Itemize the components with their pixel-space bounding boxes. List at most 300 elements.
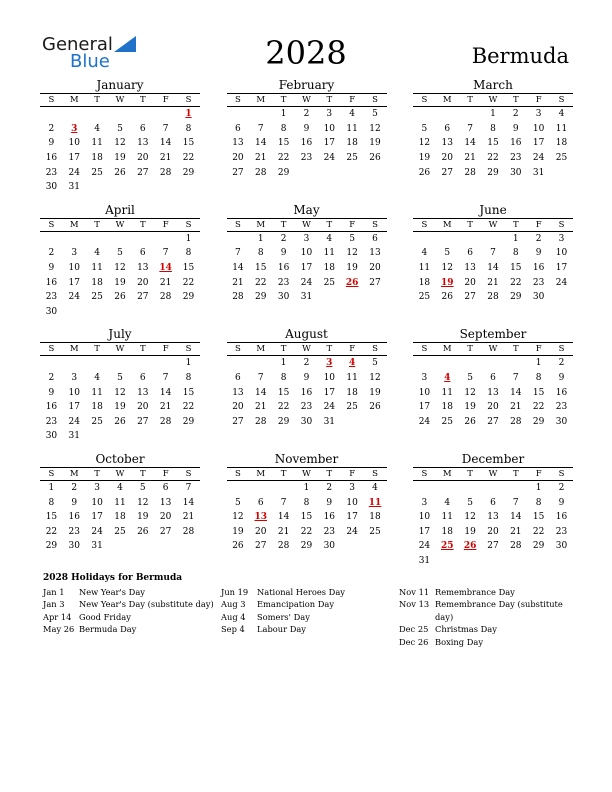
day-number: 8 bbox=[512, 248, 519, 259]
day-number: 16 bbox=[510, 138, 522, 149]
day-cell bbox=[504, 290, 527, 305]
day-number: 4 bbox=[117, 482, 123, 493]
month-january bbox=[40, 78, 200, 195]
day-number: 8 bbox=[490, 123, 496, 134]
week-row bbox=[40, 261, 200, 276]
day-cell bbox=[482, 261, 505, 276]
day-number: 28 bbox=[510, 416, 522, 427]
day-cell bbox=[436, 122, 459, 137]
holiday-day-cell bbox=[177, 107, 200, 122]
empty-cell bbox=[249, 356, 272, 371]
day-cell bbox=[63, 151, 86, 166]
day-number: 8 bbox=[257, 248, 264, 259]
day-cell bbox=[40, 480, 63, 495]
weekday-header: S bbox=[550, 218, 573, 231]
day-cell bbox=[527, 510, 550, 525]
month-march bbox=[413, 78, 573, 195]
day-number: 27 bbox=[487, 416, 499, 427]
day-cell bbox=[109, 122, 132, 137]
week-row bbox=[40, 356, 200, 371]
day-cell bbox=[504, 415, 527, 430]
day-number: 16 bbox=[45, 277, 58, 288]
day-number: 13 bbox=[441, 138, 453, 149]
weekday-header: S bbox=[413, 343, 436, 356]
day-cell bbox=[227, 261, 250, 276]
weekday-header: S bbox=[364, 343, 387, 356]
day-cell bbox=[413, 122, 436, 137]
day-cell bbox=[550, 400, 573, 415]
holiday-list-title: 2028 Holidays for Bermuda bbox=[43, 573, 183, 583]
day-cell bbox=[109, 246, 132, 261]
week-row bbox=[413, 165, 573, 180]
weekday-header: T bbox=[504, 218, 527, 231]
holiday-columns bbox=[43, 586, 578, 648]
day-number: 15 bbox=[255, 263, 267, 274]
day-number: 7 bbox=[280, 497, 287, 508]
week-row bbox=[227, 290, 387, 305]
day-cell bbox=[364, 510, 387, 525]
weekday-header: S bbox=[177, 467, 200, 480]
weekday-header: T bbox=[86, 467, 109, 480]
day-number: 21 bbox=[232, 277, 244, 288]
logo-general-text: General bbox=[42, 34, 113, 55]
day-number: 15 bbox=[182, 263, 195, 274]
month-title: February bbox=[278, 78, 335, 92]
day-number: 10 bbox=[346, 497, 358, 508]
day-cell bbox=[131, 246, 154, 261]
day-number: 24 bbox=[300, 277, 313, 288]
day-number: 6 bbox=[235, 373, 241, 384]
day-cell bbox=[318, 107, 341, 122]
day-cell bbox=[459, 151, 482, 166]
day-cell bbox=[109, 165, 132, 180]
month-title: August bbox=[285, 327, 328, 342]
day-number: 18 bbox=[91, 402, 103, 413]
day-cell bbox=[131, 275, 154, 290]
day-cell bbox=[295, 495, 318, 510]
day-cell bbox=[413, 290, 436, 305]
day-number: 9 bbox=[71, 497, 78, 508]
day-cell bbox=[413, 246, 436, 261]
day-cell bbox=[109, 371, 132, 386]
day-cell bbox=[63, 136, 86, 151]
day-number: 27 bbox=[487, 541, 499, 552]
month-table bbox=[413, 467, 573, 569]
day-number: 26 bbox=[114, 292, 126, 303]
day-cell bbox=[341, 385, 364, 400]
day-cell bbox=[527, 275, 550, 290]
day-number: 9 bbox=[512, 123, 519, 134]
day-number: 23 bbox=[510, 153, 522, 164]
week-row bbox=[227, 415, 387, 430]
day-cell bbox=[227, 122, 250, 137]
day-cell bbox=[459, 385, 482, 400]
day-number: 19 bbox=[369, 387, 381, 398]
day-cell bbox=[295, 385, 318, 400]
day-cell bbox=[527, 371, 550, 386]
day-cell bbox=[527, 524, 550, 539]
day-number: 12 bbox=[464, 387, 476, 398]
day-cell bbox=[40, 180, 63, 195]
week-row bbox=[40, 275, 200, 290]
month-title: January bbox=[96, 78, 144, 92]
week-row bbox=[40, 107, 200, 122]
day-cell bbox=[227, 246, 250, 261]
day-number: 14 bbox=[277, 512, 290, 523]
weekday-header: S bbox=[413, 218, 436, 231]
day-number: 17 bbox=[346, 512, 358, 523]
day-cell bbox=[272, 356, 295, 371]
day-cell bbox=[550, 371, 573, 386]
weekday-header: T bbox=[504, 94, 527, 107]
day-number: 21 bbox=[159, 402, 172, 413]
day-cell bbox=[131, 165, 154, 180]
day-number: 14 bbox=[159, 138, 172, 149]
day-cell bbox=[318, 385, 341, 400]
day-number: 8 bbox=[185, 373, 192, 384]
week-row bbox=[413, 356, 573, 371]
day-cell bbox=[318, 371, 341, 386]
day-number: 28 bbox=[464, 167, 476, 178]
day-cell bbox=[341, 246, 364, 261]
day-cell bbox=[131, 290, 154, 305]
day-cell bbox=[40, 261, 63, 276]
day-cell bbox=[527, 415, 550, 430]
day-number: 14 bbox=[182, 497, 195, 508]
day-cell bbox=[482, 275, 505, 290]
week-row bbox=[40, 246, 200, 261]
day-cell bbox=[295, 371, 318, 386]
day-number: 10 bbox=[418, 512, 431, 523]
day-number: 31 bbox=[300, 292, 313, 303]
day-number: 19 bbox=[114, 402, 126, 413]
empty-cell bbox=[63, 356, 86, 371]
weekday-header: T bbox=[459, 343, 482, 356]
weekday-header: T bbox=[272, 467, 295, 480]
weekday-header: T bbox=[504, 343, 527, 356]
day-cell bbox=[272, 136, 295, 151]
calendar-grid bbox=[40, 78, 573, 568]
week-row bbox=[40, 495, 200, 510]
day-number: 22 bbox=[45, 526, 58, 537]
day-cell bbox=[550, 275, 573, 290]
day-number: 15 bbox=[277, 387, 290, 398]
day-number: 13 bbox=[232, 387, 244, 398]
day-cell bbox=[364, 400, 387, 415]
day-cell bbox=[436, 495, 459, 510]
day-number: 30 bbox=[555, 416, 568, 427]
day-cell bbox=[249, 275, 272, 290]
day-cell bbox=[131, 400, 154, 415]
holiday-date: Apr 14 bbox=[43, 611, 72, 622]
week-row bbox=[40, 231, 200, 246]
day-number: 22 bbox=[277, 153, 290, 164]
day-number: 6 bbox=[139, 248, 146, 259]
day-cell bbox=[109, 290, 132, 305]
day-cell bbox=[436, 385, 459, 400]
day-cell bbox=[318, 275, 341, 290]
day-cell bbox=[341, 400, 364, 415]
month-february bbox=[227, 78, 387, 195]
weekday-header: M bbox=[249, 94, 272, 107]
empty-cell bbox=[227, 231, 250, 246]
empty-cell bbox=[504, 480, 527, 495]
month-title: October bbox=[95, 451, 145, 466]
day-cell bbox=[504, 524, 527, 539]
day-number: 10 bbox=[68, 263, 80, 274]
day-number: 2 bbox=[303, 358, 310, 369]
day-number: 19 bbox=[369, 138, 381, 149]
weekday-header: W bbox=[109, 94, 132, 107]
weekday-header: M bbox=[436, 467, 459, 480]
day-number: 10 bbox=[323, 123, 336, 134]
day-cell bbox=[364, 107, 387, 122]
day-number: 23 bbox=[555, 402, 568, 413]
day-cell bbox=[550, 261, 573, 276]
weekday-header: S bbox=[227, 343, 250, 356]
day-cell bbox=[341, 495, 364, 510]
day-number: 12 bbox=[369, 373, 381, 384]
day-cell bbox=[295, 261, 318, 276]
day-number: 26 bbox=[232, 541, 244, 552]
day-cell bbox=[40, 495, 63, 510]
day-number: 31 bbox=[418, 555, 431, 566]
day-number: 16 bbox=[532, 263, 545, 274]
weekday-header: M bbox=[249, 343, 272, 356]
holiday-item bbox=[221, 623, 399, 635]
day-number: 9 bbox=[326, 497, 333, 508]
day-number: 18 bbox=[91, 277, 103, 288]
day-number: 21 bbox=[277, 526, 290, 537]
day-number: 7 bbox=[162, 248, 169, 259]
day-number: 30 bbox=[45, 182, 58, 193]
day-number: 15 bbox=[510, 263, 522, 274]
day-number: 18 bbox=[369, 512, 381, 523]
weekday-header: F bbox=[341, 218, 364, 231]
day-cell bbox=[177, 385, 200, 400]
empty-cell bbox=[413, 231, 436, 246]
day-number: 19 bbox=[441, 277, 454, 288]
day-number: 14 bbox=[255, 387, 267, 398]
day-cell bbox=[272, 246, 295, 261]
day-cell bbox=[364, 480, 387, 495]
day-number: 20 bbox=[232, 402, 244, 413]
day-number: 29 bbox=[300, 541, 313, 552]
day-number: 27 bbox=[441, 167, 453, 178]
day-cell bbox=[550, 107, 573, 122]
day-number: 11 bbox=[368, 497, 382, 508]
week-row bbox=[413, 400, 573, 415]
day-cell bbox=[131, 122, 154, 137]
empty-cell bbox=[459, 107, 482, 122]
month-september bbox=[413, 327, 573, 444]
day-cell bbox=[249, 122, 272, 137]
day-cell bbox=[364, 356, 387, 371]
day-cell bbox=[40, 429, 63, 444]
day-number: 9 bbox=[558, 497, 565, 508]
day-number: 2 bbox=[48, 248, 55, 259]
day-number: 16 bbox=[323, 512, 336, 523]
month-november bbox=[227, 452, 387, 569]
day-number: 27 bbox=[159, 526, 172, 537]
day-number: 20 bbox=[137, 277, 149, 288]
day-number: 3 bbox=[326, 358, 333, 369]
day-cell bbox=[177, 136, 200, 151]
day-cell bbox=[272, 261, 295, 276]
day-number: 10 bbox=[418, 387, 431, 398]
day-number: 28 bbox=[255, 167, 267, 178]
week-row bbox=[413, 539, 573, 554]
day-number: 1 bbox=[185, 109, 192, 120]
day-cell bbox=[550, 480, 573, 495]
day-number: 16 bbox=[45, 402, 58, 413]
day-cell bbox=[40, 539, 63, 554]
day-cell bbox=[318, 480, 341, 495]
day-number: 25 bbox=[418, 292, 431, 303]
holiday-name: Remembrance Day bbox=[435, 587, 515, 597]
day-cell bbox=[63, 524, 86, 539]
day-number: 29 bbox=[45, 541, 58, 552]
day-cell bbox=[227, 371, 250, 386]
day-cell bbox=[177, 261, 200, 276]
page-title-year: 2028 bbox=[265, 34, 347, 72]
day-number: 12 bbox=[346, 248, 358, 259]
day-number: 3 bbox=[421, 497, 428, 508]
day-number: 18 bbox=[346, 138, 358, 149]
day-cell bbox=[272, 231, 295, 246]
weekday-header: T bbox=[459, 94, 482, 107]
day-cell bbox=[131, 480, 154, 495]
day-cell bbox=[177, 495, 200, 510]
holiday-name: Remembrance Day (substitute day) bbox=[435, 599, 563, 622]
day-cell bbox=[177, 415, 200, 430]
day-number: 12 bbox=[369, 123, 381, 134]
day-cell bbox=[63, 400, 86, 415]
day-number: 3 bbox=[349, 482, 355, 493]
day-cell bbox=[341, 524, 364, 539]
day-cell bbox=[295, 275, 318, 290]
empty-cell bbox=[154, 356, 177, 371]
day-cell bbox=[459, 261, 482, 276]
week-row bbox=[40, 480, 200, 495]
day-cell bbox=[109, 480, 132, 495]
holiday-name: Good Friday bbox=[79, 611, 131, 622]
day-cell bbox=[177, 151, 200, 166]
empty-cell bbox=[227, 480, 250, 495]
day-cell bbox=[459, 165, 482, 180]
holiday-day-cell bbox=[154, 261, 177, 276]
day-number: 18 bbox=[114, 512, 126, 523]
day-number: 16 bbox=[300, 387, 313, 398]
month-december bbox=[413, 452, 573, 569]
day-number: 7 bbox=[512, 497, 519, 508]
day-cell bbox=[131, 415, 154, 430]
day-number: 11 bbox=[323, 248, 336, 259]
day-cell bbox=[272, 510, 295, 525]
day-cell bbox=[459, 122, 482, 137]
day-cell bbox=[459, 510, 482, 525]
day-number: 25 bbox=[323, 277, 336, 288]
day-number: 20 bbox=[137, 402, 149, 413]
day-number: 20 bbox=[232, 153, 244, 164]
weekday-header: W bbox=[482, 467, 505, 480]
day-cell bbox=[550, 510, 573, 525]
empty-cell bbox=[459, 480, 482, 495]
holiday-date: Nov 11 bbox=[399, 587, 430, 597]
day-number: 17 bbox=[68, 277, 80, 288]
months-container bbox=[40, 78, 573, 568]
day-number: 4 bbox=[326, 233, 333, 244]
day-number: 29 bbox=[182, 416, 195, 427]
empty-cell bbox=[131, 107, 154, 122]
day-cell bbox=[177, 290, 200, 305]
day-cell bbox=[249, 290, 272, 305]
day-cell bbox=[459, 371, 482, 386]
day-number: 6 bbox=[162, 482, 169, 493]
weekday-header: M bbox=[63, 218, 86, 231]
day-number: 22 bbox=[182, 402, 195, 413]
day-cell bbox=[131, 151, 154, 166]
week-row bbox=[413, 246, 573, 261]
day-cell bbox=[154, 480, 177, 495]
day-cell bbox=[249, 371, 272, 386]
day-cell bbox=[40, 305, 63, 320]
day-number: 13 bbox=[137, 387, 149, 398]
day-number: 23 bbox=[277, 277, 290, 288]
day-cell bbox=[227, 275, 250, 290]
holiday-date: Jun 19 bbox=[221, 587, 249, 597]
weekday-header: S bbox=[177, 218, 200, 231]
empty-cell bbox=[63, 231, 86, 246]
empty-cell bbox=[436, 356, 459, 371]
day-cell bbox=[295, 480, 318, 495]
day-number: 28 bbox=[182, 526, 195, 537]
day-cell bbox=[504, 275, 527, 290]
day-cell bbox=[364, 246, 387, 261]
week-row bbox=[40, 371, 200, 386]
day-cell bbox=[131, 524, 154, 539]
weekday-header: T bbox=[131, 343, 154, 356]
day-cell bbox=[86, 290, 109, 305]
day-number: 27 bbox=[369, 277, 381, 288]
day-cell bbox=[86, 385, 109, 400]
holiday-date: Dec 25 bbox=[399, 624, 429, 635]
day-number: 5 bbox=[444, 248, 451, 259]
day-number: 20 bbox=[159, 512, 172, 523]
day-number: 23 bbox=[45, 416, 58, 427]
holiday-day-cell bbox=[436, 539, 459, 554]
day-cell bbox=[504, 510, 527, 525]
holiday-date: Dec 26 bbox=[399, 636, 429, 647]
day-number: 11 bbox=[91, 263, 103, 274]
day-number: 8 bbox=[280, 373, 287, 384]
day-cell bbox=[249, 400, 272, 415]
day-cell bbox=[482, 400, 505, 415]
day-number: 13 bbox=[487, 387, 499, 398]
week-row bbox=[227, 122, 387, 137]
day-cell bbox=[318, 151, 341, 166]
day-cell bbox=[504, 151, 527, 166]
day-cell bbox=[527, 480, 550, 495]
month-title: June bbox=[479, 202, 507, 217]
day-number: 2 bbox=[558, 482, 565, 493]
weekday-header: M bbox=[249, 218, 272, 231]
day-number: 25 bbox=[441, 416, 453, 427]
day-cell bbox=[249, 261, 272, 276]
day-cell bbox=[154, 122, 177, 137]
day-number: 5 bbox=[235, 497, 241, 508]
weekday-header: T bbox=[86, 94, 109, 107]
